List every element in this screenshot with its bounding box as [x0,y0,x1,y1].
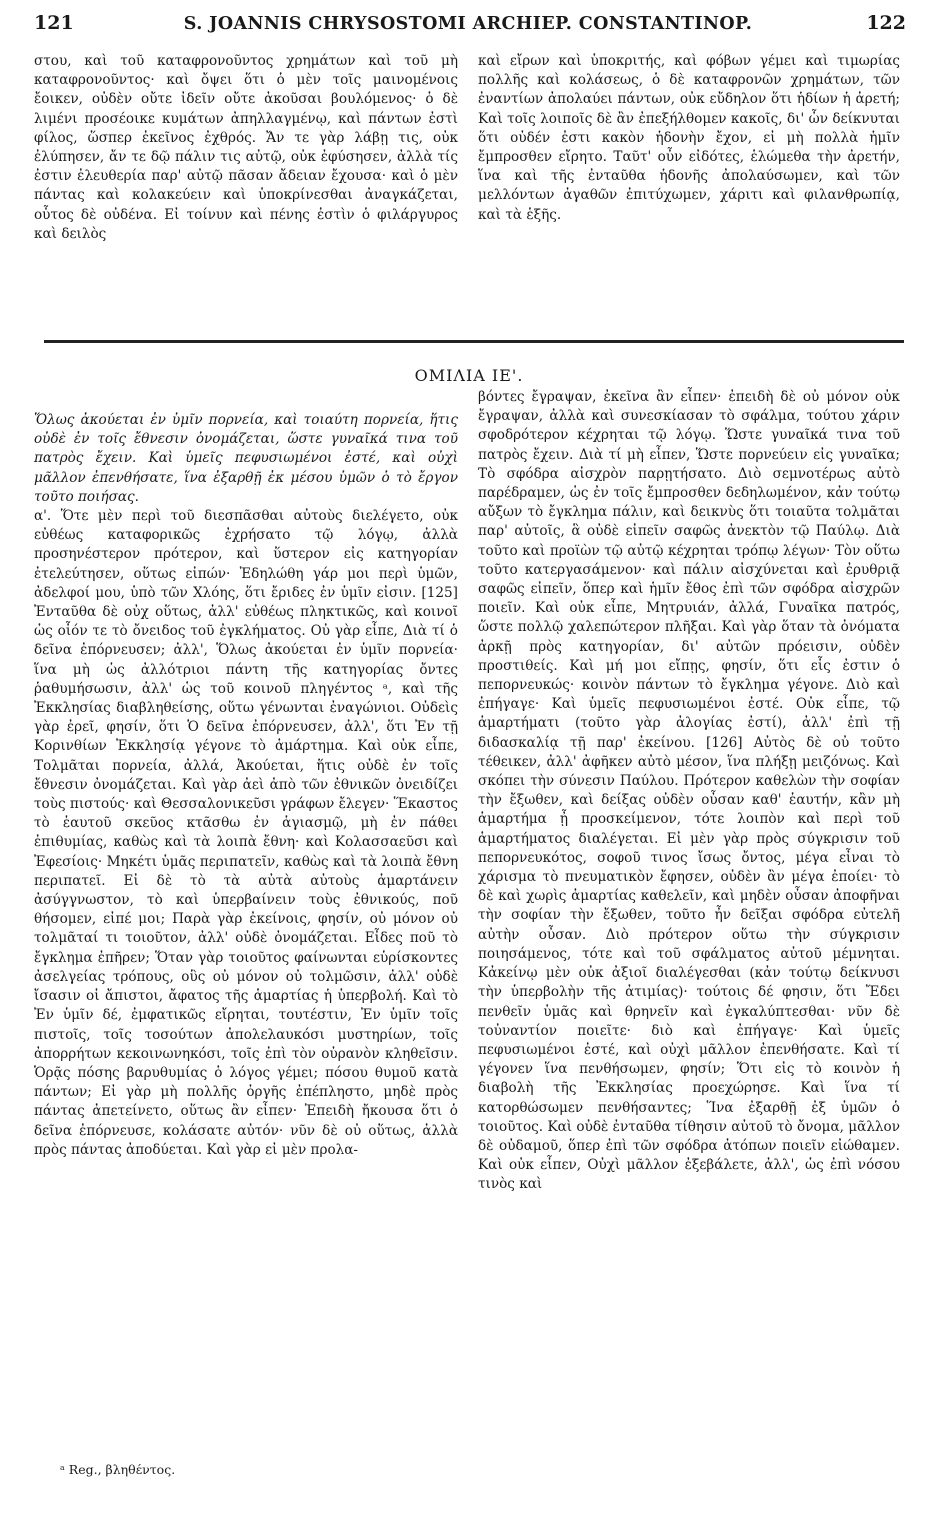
bottom-left-column [34,411,458,1160]
top-left-column [34,52,458,244]
top-right-column [478,52,900,225]
top-left-text: στου, καὶ τοῦ καταφρονοῦντος χρημάτων καὶ τοῦ μὴ καταφρονοῦντος· καὶ ὄψει ὅτι ὁ μὲν τοῖς μαινομένοις ἔοικεν, οὐδὲν οὔτε ἰδεῖν οὔτε ἀκοῦσαι βουλόμενος· ὁ δὲ λιμένι προσέοικε κυμάτων ἀπηλλαγμένῳ, καὶ πάντων ἐστὶ φίλος, ὥσπερ ἐκεῖνος ἐχθρός. Ἄν τε γὰρ λάβῃ τις, οὐκ ἐλύπησεν, ἄν τε δῷ πάλιν τις αὐτῷ, οὐκ ἐφύσησεν, ἀλλὰ τίς ἐστιν ἐλευθερία παρ' αὐτῷ πᾶσαν ἄδειαν ἔχουσα· καὶ ὁ μὲν πάντας καὶ κολακεύειν καὶ ὑποκρίνεσθαι ἀναγκάζεται, οὗτος δὲ οὐδένα. Εἰ τοίνυν καὶ πένης ἐστὶν ὁ φιλάργυρος καὶ δειλὸς [34,53,458,242]
scripture-verse: Ὅλως ἀκούεται ἐν ὑμῖν πορνεία, καὶ τοιαύτη πορνεία, ἥτις οὐδὲ ἐν τοῖς ἔθνεσιν ὀνομάζεται, ὥστε γυναῖκά τινα τοῦ πατρὸς ἔχειν. Καὶ ὑμεῖς πεφυσιωμένοι ἐστέ, καὶ οὐχὶ μᾶλλον ἐπενθήσατε, ἵνα ἐξαρθῇ ἐκ μέσου ὑμῶν ὁ τὸ ἔργον τοῦτο ποιήσας. [34,412,458,505]
top-right-text: καὶ εἴρων καὶ ὑποκριτής, καὶ φόβων γέμει καὶ τιμωρίας πολλῆς καὶ κολάσεως, ὁ δὲ καταφρονῶν χρημάτων, τῶν ἐναντίων ἀπολαύει πάντων, οὐκ εὔδηλον ὅτι ἡδίων ἡ ἀρετή; Καὶ τοῖς λοιποῖς δὲ ἂν ἐπεξήλθομεν κακοῖς, δι' ὧν δείκνυται ὅτι οὐδέν ἐστι κακὸν ἡδονὴν ἔχον, εἰ μὴ πολλὰ ἡμῖν ἔμπροσθεν εἴρητο. Ταῦτ' οὖν εἰδότες, ἑλώμεθα τὴν ἀρετήν, ἵνα καὶ τῆς ἐνταῦθα ἡδονῆς ἀπολαύσωμεν, καὶ τῶν μελλόντων ἀγαθῶν ἐπιτύχωμεν, χάριτι καὶ φιλανθρωπίᾳ, καὶ τὰ ἑξῆς. [478,53,900,223]
running-header [24,6,912,46]
bottom-right-column [478,388,900,1195]
section-divider [44,340,904,343]
page-number-right: 122 [866,12,906,34]
bottom-left-text: α'. Ὅτε μὲν περὶ τοῦ διεσπᾶσθαι αὐτοὺς διελέγετο, οὐκ εὐθέως καταφορικῶς ἐχρήσατο τῷ λόγῳ, ἀλλὰ προσηνέστερον πρότερον, καὶ ὕστερον εἰς κατηγορίαν ἐτελεύτησεν, οὕτως εἰπών· Ἐδηλώθη γάρ μοι περὶ ὑμῶν, ἀδελφοί μου, ὑπὸ τῶν Χλόης, ὅτι ἔριδες ἐν ὑμῖν εἰσιν. [125] Ἐνταῦθα δὲ οὐχ οὕτως, ἀλλ' εὐθέως πληκτικῶς, καὶ κοινοῖ ὡς οἷόν τε τὸ ὄνειδος τοῦ ἐγκλήματος. Οὐ γὰρ εἶπε, Διὰ τί ὁ δεῖνα ἐπόρνευσεν; ἀλλ', Ὅλως ἀκούεται ἐν ὑμῖν πορνεία· ἵνα μὴ ὡς ἀλλότριοι πάντη τῆς κατηγορίας ὄντες ῥαθυμήσωσιν, ἀλλ' ὡς τοῦ κοινοῦ πληγέντος ᵃ, καὶ τῆς Ἐκκλησίας διαβληθείσης, οὕτω γένωνται ἐναγώνιοι. Οὐδεὶς γὰρ ἐρεῖ, φησίν, ὅτι Ὁ δεῖνα ἐπόρνευσεν, ἀλλ', ὅτι Ἐν τῇ Κορινθίων Ἐκκλησίᾳ γέγονε τὸ ἁμάρτημα. Καὶ οὐκ εἶπε, Τολμᾶται πορνεία, ἀλλά, Ἀκούεται, ἥτις οὐδὲ ἐν τοῖς ἔθνεσιν ὀνομάζεται. Καὶ γὰρ ἀεὶ ἀπὸ τῶν ἐθνικῶν ὀνειδίζει τοὺς πιστούς· καὶ Θεσσαλονικεῦσι γράφων ἔλεγεν· Ἕκαστος τὸ ἑαυτοῦ σκεῦος κτᾶσθω ἐν ἁγιασμῷ, μὴ ἐν πάθει ἐπιθυμίας, καθὼς καὶ τὰ λοιπὰ ἔθνη· καὶ Κολασσαεῦσι καὶ Ἐφεσίοις· Μηκέτι ὑμᾶς περιπατεῖν, καθὼς καὶ τὰ λοιπὰ ἔθνη περιπατεῖ. Εἰ δὲ τὸ τὰ αὐτὰ αὐτοὺς ἁμαρτάνειν ἀσύγγνωστον, τὸ καὶ ὑπερβαίνειν τοὺς ἐθνικούς, ποῦ θήσομεν, εἰπέ μοι; Παρὰ γὰρ ἐκείνοις, φησίν, οὐ μόνον οὐ τολμᾶταί τι τοιοῦτον, ἀλλ' οὐδὲ ὀνομάζεται. Εἶδες ποῦ τὸ ἔγκλημα ἐπῆρεν; Ὅταν γὰρ τοιοῦτος φαίνωνται εὑρίσκοντες ἀσελγείας τρόπους, οὓς οὐ μόνον οὐ τολμῶσιν, ἀλλ' οὐδὲ ἴσασιν οἱ ἄπιστοι, ἄφατος τῆς ἁμαρτίας ἡ ὑπερβολή. Καὶ τὸ Ἐν ὑμῖν δέ, ἐμφατικῶς εἴρηται, τουτέστιν, Ἐν ὑμῖν τοῖς πιστοῖς, τοῖς τοσούτων ἀπολελαυκόσι μυστηρίων, τοῖς ἀπορρήτων κεκοινωνηκόσι, τοῖς ἐπὶ τὸν οὐρανὸν κληθεῖσιν. Ὁρᾷς πόσης βαρυθυμίας ὁ λόγος γέμει; πόσου θυμοῦ κατὰ πάντων; Εἰ γὰρ μὴ πολλῆς ὀργῆς ἐπέπληστο, μηδὲ πρὸς πάντας ἀπετείνετο, οὕτως ἂν εἶπεν· Ἐπειδὴ ἤκουσα ὅτι ὁ δεῖνα ἐπόρνευσε, κολάσατε αὐτόν· νῦν δὲ οὐ οὕτως, ἀλλὰ πρὸς πάντας ἀποδύεται. Καὶ γὰρ εἰ μὲν προλα- [34,508,458,1158]
footnote: ᵃ Reg., βληθέντος. [60,1462,176,1477]
page-number-left: 121 [34,12,74,34]
homily-title: ΟΜΙΛΙΑ ΙΕ'. [414,366,524,385]
running-title: S. JOANNIS CHRYSOSTOMI ARCHIEP. CONSTANTINOP. [183,14,753,34]
bottom-right-text: βόντες ἔγραψαν, ἐκεῖνα ἂν εἶπεν· ἐπειδὴ δὲ οὐ μόνον οὐκ ἔγραψαν, ἀλλὰ καὶ συνεσκίασαν τὸ σφάλμα, τούτου χάριν σφοδρότερον κέχρηται τῷ λόγῳ. Ὥστε γυναῖκά τινα τοῦ πατρὸς ἔχειν. Διὰ τί μὴ εἶπεν, Ὥστε πορνεύειν εἰς γυναῖκα; Τὸ σφόδρα αἰσχρὸν παρῃτήσατο. Διὸ σεμνοτέρως αὐτὸ παρέδραμεν, ὡς ἐν τοῖς ἔμπροσθεν δεδηλωμένον, κἀν τούτῳ αὔξων τὸ ἔγκλημα πάλιν, καὶ δεικνὺς ὅτι τοιαῦτα τολμᾶται παρ' αὐτοῖς, ἃ οὐδὲ εἰπεῖν σαφῶς ἀνεκτὸν τῷ Παύλῳ. Διὰ τοῦτο καὶ προϊὼν τῷ αὐτῷ κέχρηται τρόπῳ λέγων· Τὸν οὕτω τοῦτο κατεργασάμενον· καὶ πάλιν αἰσχύνεται καὶ ἐρυθριᾷ σαφῶς εἰπεῖν, ὅπερ καὶ ἡμῖν ἔθος ἐπὶ τῶν σφόδρα αἰσχρῶν ποιεῖν. Καὶ οὐκ εἶπε, Μητρυιάν, ἀλλά, Γυναῖκα πατρός, ὥστε πολλῷ χαλεπώτερον πλῆξαι. Καὶ γὰρ ὅταν τὰ ὀνόματα ἀρκῇ πρὸς κατηγορίαν, δι' αὐτῶν πρόεισιν, οὐδὲν προστιθείς. Καὶ μή μοι εἴπῃς, φησίν, ὅτι εἷς ἐστιν ὁ πεπορνευκώς· κοινὸν πάντων τὸ ἔγκλημα γέγονε. Διὸ καὶ ἐπήγαγε· Καὶ ὑμεῖς πεφυσιωμένοι ἐστέ. Οὐκ εἶπε, τῷ ἁμαρτήματι (τοῦτο γὰρ ἀλογίας ἐστί), ἀλλ' ἐπὶ τῇ διδασκαλίᾳ τῇ παρ' ἐκείνου. [126] Αὐτὸς δὲ οὐ τοῦτο τέθεικεν, ἀλλ' ἀφῆκεν αὐτὸ μέσον, ἵνα πλήξῃ μειζόνως. Καὶ σκόπει τὴν σύνεσιν Παύλου. Πρότερον καθελὼν τὴν σοφίαν τὴν ἔξωθεν, καὶ δείξας οὐδὲν οὖσαν καθ' ἑαυτήν, κἂν μὴ ἁμαρτήμα ᾖ προσκείμενον, τότε λοιπὸν καὶ περὶ τοῦ ἁμαρτήματος διαλέγεται. Εἰ μὲν γὰρ πρὸς σύγκρισιν τοῦ πεπορνευκότος, σοφοῦ τινος ἴσως ὄντος, μέγα εἶναι τὸ χάρισμα τὸ πνευματικὸν ἔφησεν, οὐδὲν ἂν μέγα ἐποίει· τὸ δὲ καὶ χωρὶς ἁμαρτίας καθελεῖν, καὶ μηδὲν οὖσαν ἀποφῆναι τὴν σοφίαν τὴν ἔξωθεν, τοῦτο ἦν δεῖξαι σφόδρα εὐτελῆ αὐτὴν οὖσαν. Διὸ πρότερον οὕτω τὴν σύγκρισιν ποιησάμενος, τότε καὶ τοῦ σφάλματος αὐτοῦ μέμνηται. Κἀκείνῳ μὲν οὐκ ἀξιοῖ διαλέγεσθαι (κἀν τούτῳ δείκνυσι τὴν ὑπερβολὴν τῆς ἀτιμίας)· τούτοις δέ φησιν, ὅτι Ἔδει πενθεῖν ὑμᾶς καὶ θρηνεῖν καὶ ἐγκαλύπτεσθαι· νῦν δὲ τοὐναντίον ποιεῖτε· διὸ καὶ ἐπήγαγε· Καὶ ὑμεῖς πεφυσιωμένοι ἐστέ, καὶ οὐχὶ μᾶλλον ἐπενθήσατε. Καὶ τί γέγονεν ἵνα πενθήσωμεν, φησίν; Ὅτι εἰς τὸ κοινὸν ἡ διαβολὴ τῆς Ἐκκλησίας προεχώρησε. Καὶ ἵνα τί κατορθώσωμεν πενθήσαντες; Ἵνα ἐξαρθῇ ἐξ ὑμῶν ὁ τοιοῦτος. Καὶ οὐδὲ ἐνταῦθα τίθησιν αὐτοῦ τὸ ὄνομα, μᾶλλον δὲ οὐδαμοῦ, ὅπερ ἐπὶ τῶν σφόδρα ἀτόπων ποιεῖν εἰώθαμεν. Καὶ οὐκ εἶπεν, Οὐχὶ μᾶλλον ἐξεβάλετε, ἀλλ', ὡς ἐπὶ νόσου τινὸς καὶ [478,389,900,1193]
